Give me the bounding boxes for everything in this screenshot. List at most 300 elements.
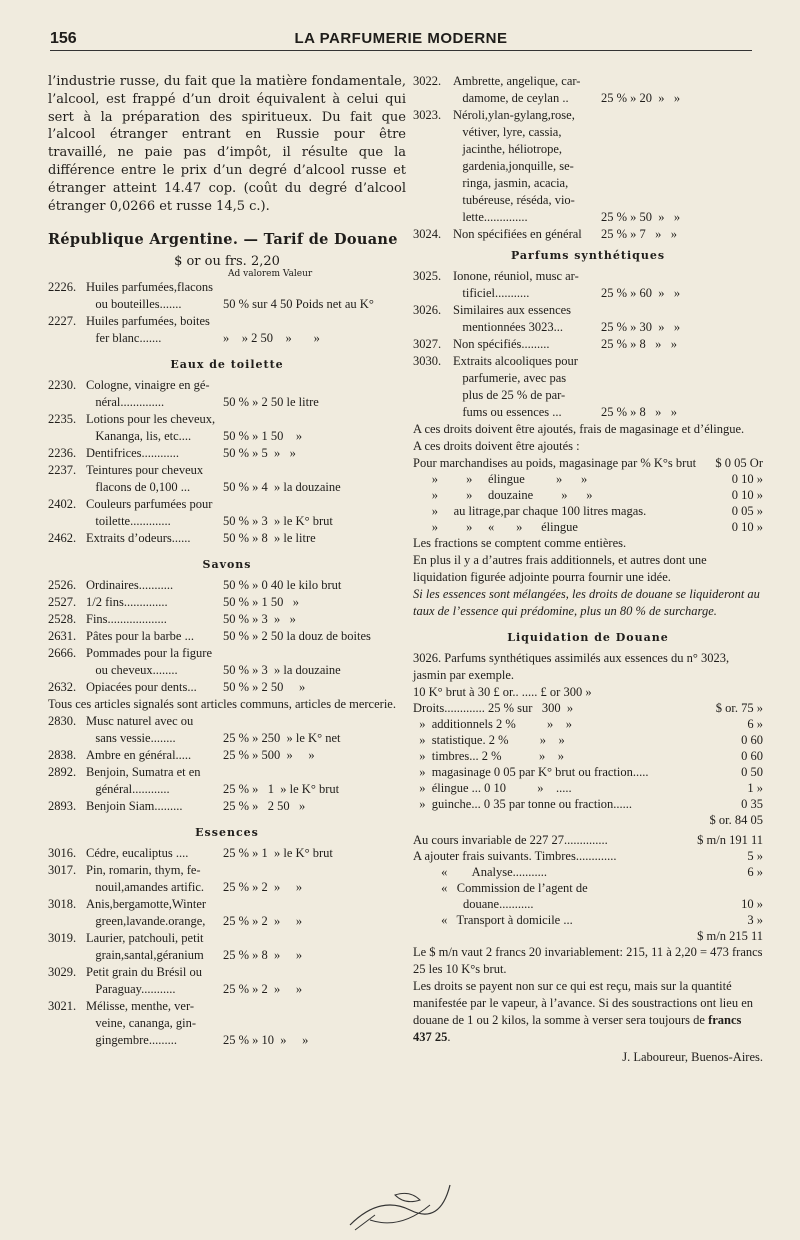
tariff-rows-savons [48,577,406,696]
tariff-item: Cologne, vinaigre en gé- [86,378,210,393]
tariff-item: fums ou essences ... [453,405,562,419]
tariff-row [48,411,406,428]
tariff-item: parfumerie, avec pas [453,371,567,385]
tariff-item: nouil,amandes artific. [86,880,205,895]
tariff-item: flacons de 0,100 ... [86,480,191,495]
tariff-item: mentionnées 3023... [453,320,564,334]
tariff-row [48,394,406,411]
tariff-row [48,313,406,330]
tariff-item: Petit grain du Brésil ou [86,965,202,980]
tariff-row [48,1015,406,1032]
tariff-row [48,747,406,764]
tariff-row [413,192,763,209]
line-amount: 5 » [747,849,763,863]
tariff-item: général............ [86,782,170,797]
tariff-code [48,913,86,930]
tariff-item: Pommades pour la figure [86,646,213,661]
line-amount: 6 » [747,717,763,731]
tariff-row [413,175,763,192]
tariff-row [413,158,763,175]
line-amount: 6 » [747,865,763,879]
tariff-code [48,879,86,896]
tariff-item: Ordinaires........... [86,578,174,593]
tariff-item: gingembre......... [86,1033,177,1048]
tariff-item: Anis,bergamotte,Winter [86,897,207,912]
tariff-value [223,862,406,879]
line-amount [683,880,763,896]
tariff-code [413,175,453,192]
tariff-row [48,628,406,645]
tariff-item: Huiles parfumées,flacons [86,280,214,295]
tariff-code [48,1032,86,1049]
tariff-code [48,479,86,496]
tariff-value: 25 % » 2 50 » [223,799,306,814]
tariff-code: 2236. [48,446,77,461]
line-amount: 0 10 » [731,472,763,486]
tariff-code: 2830. [48,714,77,729]
tariff-item: Extraits d’odeurs...... [86,531,191,546]
tariff-row [413,353,763,370]
tariff-value [601,73,763,90]
tariff-row [48,330,406,347]
amount-line [413,732,763,748]
left-column [48,73,406,1049]
tariff-row [48,530,406,547]
tariff-code: 2838. [48,748,77,763]
tariff-value [601,192,763,209]
tariff-value [223,930,406,947]
line-amount: 3 » [747,913,763,927]
tariff-value: 50 % » 2 50 » [223,680,306,695]
page-number: 156 [50,30,77,47]
section-title: République Argentine. — Tarif de Douane [48,231,398,249]
tariff-item: gardenia,jonquille, se- [453,159,574,173]
tariff-value: 50 % » 8 » le litre [223,531,316,546]
tariff-value [601,268,763,285]
tariff-code [48,330,86,347]
tariff-item: Paraguay........... [86,982,176,997]
tariff-item: Non spécifiés......... [453,337,550,351]
tariff-code: 2230. [48,378,77,393]
amount-line [413,880,763,896]
tariff-item: ou bouteilles....... [86,297,182,312]
tariff-row [48,998,406,1015]
line-label [413,928,683,944]
tariff-value [601,175,763,192]
tariff-item: 1/2 fins.............. [86,595,168,610]
heading-eaux: Eaux de toilette [170,358,284,372]
tariff-row [413,387,763,404]
line-amount: $ or. 75 » [715,701,763,715]
tariff-code [413,404,453,421]
note-fractions: Les fractions se comptent comme entières. [413,536,627,550]
tariff-item: Extraits alcooliques pour [453,354,578,368]
amount-line [413,912,763,928]
tariff-row [48,428,406,445]
tariff-row [413,268,763,285]
tariff-code [48,513,86,530]
tariff-value: 25 % » 8 » » [601,405,678,419]
line-label: » au litrage,par chaque 100 litres magas. [413,504,647,518]
tariff-row [413,209,763,226]
tariff-code: 2892. [48,765,77,780]
amount-line [413,832,763,848]
amount-line [413,928,763,944]
tariff-code [413,209,453,226]
tariff-code [413,124,453,141]
tariff-row [48,662,406,679]
heading-synthetiques: Parfums synthétiques [510,249,666,262]
tariff-value: 25 % » 20 » » [601,91,681,105]
tariff-code: 2527. [48,595,77,610]
tariff-value: 50 % » 1 50 » [223,595,300,610]
tariff-item: jacinthe, héliotrope, [453,142,562,156]
tariff-value: 50 % » 0 40 le kilo brut [223,578,342,593]
tariff-item: Dentifrices............ [86,446,180,461]
tariff-item: ou cheveux........ [86,663,178,678]
tariff-item: lette.............. [453,210,528,224]
amount-line [413,519,763,535]
currency-note: $ or ou frs. 2,20 [174,254,280,270]
tariff-row [413,336,763,353]
intro-paragraph: l’industrie russe, du fait que la matière fondamentale, l’alcool, est frappé d’un droit équivalent à celui qui sert à la préparation des spiritueux. Du fait que l’alcool étranger entrant en Russie pour être travaillé, ne paie pas d’impôt, il résulte que la différence entre le prix d’un degré d’alcool russe et étranger atteint 14.47 cop. (coût du degré d’alcool étranger 0,0266 et russe 14,5 c.). [48,74,406,214]
tariff-rows-oils [48,279,406,347]
tariff-row [48,798,406,815]
line-label: » » élingue » » [413,472,588,486]
tariff-code: 3022. [413,74,442,88]
tariff-row [48,594,406,611]
tariff-code: 3023. [413,108,442,122]
tariff-value [601,353,763,370]
tariff-row [48,1032,406,1049]
liquidation-intro: 3026. Parfums synthétiques assimilés aux essences du n° 3023, jasmin par exemple. [413,651,730,682]
tariff-row [48,462,406,479]
amount-line [413,748,763,764]
tariff-code [48,428,86,445]
running-title: LA PARFUMERIE MODERNE [294,30,508,47]
tariff-item: Benjoin Siam......... [86,799,183,814]
tariff-value [223,279,406,296]
tariff-item: tubéreuse, réséda, vio- [453,193,575,207]
tariff-value [223,896,406,913]
tariff-code [413,90,453,107]
tariff-row [48,279,406,296]
tariff-value [601,158,763,175]
heading-savons: Savons [202,558,252,572]
tariff-value [601,387,763,404]
tariff-row [413,370,763,387]
tariff-code: 2528. [48,612,77,627]
tariff-row [413,302,763,319]
tariff-row [48,513,406,530]
tariff-code: 2462. [48,531,77,546]
tariff-item: sans vessie........ [86,731,176,746]
tariff-row [48,377,406,394]
tariff-row [48,947,406,964]
line-label: douane........... [413,897,534,911]
note-ajoutes: A ces droits doivent être ajoutés : [413,439,580,453]
tariff-item: Laurier, patchouli, petit [86,931,204,946]
tariff-row [48,713,406,730]
tariff-row [413,404,763,421]
tariff-rows-synthetiques [413,268,763,421]
tariff-value: 25 % » 2 » » [223,880,303,895]
tariff-row [48,913,406,930]
tariff-value: » » 2 50 » » [223,331,320,346]
amount-line [413,684,763,700]
tariff-code [413,370,453,387]
line-label: » additionnels 2 % » » [413,717,573,731]
tariff-value: 50 % » 3 » le K° brut [223,514,333,529]
amount-line [413,700,763,716]
tariff-item: Kananga, lis, etc.... [86,429,192,444]
line-label: » guinche... 0 35 par tonne ou fraction...... [413,797,633,811]
tariff-item: toilette............. [86,514,171,529]
tariff-rows-essences [48,845,406,1049]
tariff-row [48,611,406,628]
tariff-item: Ionone, réuniol, musc ar- [453,269,579,283]
tariff-item: Mélisse, menthe, ver- [86,999,195,1014]
tariff-value [601,141,763,158]
line-amount: $ 0 05 Or [715,456,763,470]
line-label: Au cours invariable de 227 27.............. [413,833,608,847]
flourish-ornament [340,1175,460,1235]
tariff-value: 25 % » 1 » le K° brut [223,846,333,861]
tariff-row [413,107,763,124]
amount-line [413,780,763,796]
tariff-value: 50 % » 2 50 la douz de boites [223,629,371,644]
tariff-code: 2893. [48,799,77,814]
tariff-rows-essences-cont [413,73,763,243]
tariff-row [48,645,406,662]
tariff-value: 25 % » 2 » » [223,914,303,929]
tariff-code [48,394,86,411]
note-additionnels: En plus il y a d’autres frais additionnels, et autres dont une liquidation figurée adjointe pourra fournir une idée. [413,553,707,584]
tariff-code [413,387,453,404]
tariff-value: 50 % » 4 » la douzaine [223,480,341,495]
tariff-row [48,479,406,496]
tariff-code [413,141,453,158]
tariff-value: 25 % » 60 » » [601,286,681,300]
line-amount: 0 60 [741,733,763,747]
amount-line [413,812,763,828]
tariff-code: 2402. [48,497,77,512]
tariff-value: 25 % » 10 » » [223,1033,309,1048]
amount-line [413,896,763,912]
tariff-code: 2526. [48,578,77,593]
tariff-code: 3016. [48,846,77,861]
tariff-item: Pin, romarin, thym, fe- [86,863,201,878]
tariff-row [413,319,763,336]
tariff-row [48,930,406,947]
tariff-row [48,679,406,696]
right-column [413,73,763,1065]
tariff-row [48,296,406,313]
tariff-code: 3017. [48,863,77,878]
tariff-value: 25 % » 7 » » [601,227,678,241]
tariff-rows-musc [48,713,406,815]
line-label [413,812,683,828]
line-label: Droits............. 25 % sur 300 » [413,701,574,715]
line-amount: 0 05 » [731,504,763,518]
tariff-row [413,90,763,107]
tariff-code: 2632. [48,680,77,695]
amount-line [413,716,763,732]
line-label: « Commission de l’agent de [413,881,588,895]
tariff-code [48,781,86,798]
line-label: « Analyse........... [413,865,548,879]
conversion-lines [413,832,763,944]
amount-line [413,764,763,780]
amount-line [413,471,763,487]
tariff-item: Cédre, eucaliptus .... [86,846,189,861]
tariff-item: Ambrette, angelique, car- [453,74,581,88]
tariff-item: green,lavande.orange, [86,914,206,929]
tariff-row [413,73,763,90]
total-francs: francs 437 25 [413,1013,742,1044]
tariff-code [48,947,86,964]
tariff-code: 2237. [48,463,77,478]
tariff-row [413,226,763,243]
line-amount: $ or. 84 05 [709,813,763,827]
heading-essences: Essences [195,826,259,840]
tariff-value [223,462,406,479]
tariff-code: 2226. [48,280,77,295]
tariff-row [48,764,406,781]
tariff-row [413,124,763,141]
line-label: » magasinage 0 05 par K° brut ou fraction..... [413,765,649,779]
amount-line [413,848,763,864]
tariff-item: Opiacées pour dents... [86,680,197,695]
liquidation-lines [413,684,763,828]
tariff-value: 50 % » 3 » » [223,612,296,627]
line-amount: 0 60 [741,749,763,763]
tariff-item: Fins................... [86,612,167,627]
line-amount: $ m/n 191 11 [697,833,763,847]
tariff-item: Musc naturel avec ou [86,714,194,729]
tariff-value [223,998,406,1015]
tariff-code: 3026. [413,303,442,317]
tariff-value: 25 % » 500 » » [223,748,315,763]
tariff-item: néral.............. [86,395,165,410]
tariff-value: 25 % » 2 » » [223,982,303,997]
tariff-code: 2631. [48,629,77,644]
tariff-row [48,879,406,896]
tariff-item: Huiles parfumées, boites [86,314,210,329]
tariff-item: Lotions pour les cheveux, [86,412,216,427]
tariff-item: Similaires aux essences [453,303,572,317]
line-amount: $ m/n 215 11 [697,929,763,943]
line-label: » élingue ... 0 10 » ..... [413,781,572,795]
line-label: Pour marchandises au poids, magasinage par % K°s brut [413,456,697,470]
line-amount [683,684,763,700]
line-amount: 0 10 » [731,488,763,502]
line-label: « Transport à domicile ... [413,913,573,927]
frais-lines [413,455,763,535]
tariff-row [48,845,406,862]
tariff-row [48,896,406,913]
tariff-row [48,981,406,998]
tariff-value [223,645,406,662]
tariff-item: Teintures pour cheveux [86,463,204,478]
tariff-rows-eaux [48,377,406,547]
tariff-code: 2227. [48,314,77,329]
tariff-item: Couleurs parfumées pour [86,497,213,512]
line-label: A ajouter frais suivants. Timbres............. [413,849,617,863]
tariff-item: Non spécifiées en général [453,227,582,241]
tariff-row [413,285,763,302]
tariff-row [48,496,406,513]
line-label: » » « » élingue [413,520,578,534]
line-label: 10 K° brut à 30 £ or.. ..... £ or 300 » [413,685,592,699]
tariff-row [48,445,406,462]
note-change: Le $ m/n vaut 2 francs 20 invariablement: 215, 11 à 2,20 = 473 francs 25 les 10 K°s brut. [413,945,763,976]
tariff-value: 50 % sur 4 50 Poids net au K° [223,297,374,312]
tariff-value: 50 % » 1 50 » [223,429,303,444]
note-droits: Les droits se payent non sur ce qui est reçu, mais sur la quantité manifestée par le vapeur, à l’avance. Si des soustractions ont lieu en douane de 1 ou 2 kilos, la somme à verser sera toujours de francs 437 25. [413,979,754,1044]
tariff-row [413,141,763,158]
line-label: » timbres... 2 % » » [413,749,565,763]
tariff-code: 2666. [48,646,77,661]
tariff-value [601,302,763,319]
note-melange: Si les essences sont mélangées, les droits de douane se liquideront au taux de l’essence qui prédomine, plus un 80 % de surcharge. [413,587,760,618]
tariff-code [413,285,453,302]
amount-line [413,455,763,471]
tariff-code [48,730,86,747]
tariff-item: Benjoin, Sumatra et en [86,765,201,780]
amount-line [413,796,763,812]
tariff-code [48,296,86,313]
tariff-value: 25 % » 8 » » [223,948,303,963]
tariff-code: 3018. [48,897,77,912]
tariff-item: damome, de ceylan .. [453,91,569,105]
tariff-value [223,313,406,330]
tariff-item: ringa, jasmin, acacia, [453,176,569,190]
tariff-value [223,377,406,394]
tariff-code [48,981,86,998]
amount-line [413,503,763,519]
tariff-code: 2235. [48,412,77,427]
tariff-row [48,781,406,798]
tariff-code: 3024. [413,227,442,241]
line-amount: 0 50 [741,765,763,779]
line-label: » statistique. 2 % » » [413,733,565,747]
tariff-value: 50 % » 5 » » [223,446,296,461]
tariff-code: 3030. [413,354,442,368]
tariff-code: 3021. [48,999,77,1014]
tariff-value [601,107,763,124]
tariff-row [48,730,406,747]
tariff-item: Néroli,ylan-gylang,rose, [453,108,575,122]
note-frais: A ces droits doivent être ajoutés, frais de magasinage et d’élingue. [413,422,745,436]
tariff-code: 3019. [48,931,77,946]
tariff-item: veine, cananga, gin- [86,1016,197,1031]
tariff-value [223,496,406,513]
tariff-item: plus de 25 % de par- [453,388,566,402]
tariff-item: fer blanc....... [86,331,162,346]
tariff-value [223,764,406,781]
line-amount: 1 » [747,781,763,795]
tariff-value [601,124,763,141]
amount-line [413,864,763,880]
tariff-value: 50 % » 2 50 le litre [223,395,319,410]
tariff-item: tificiel........... [453,286,530,300]
tariff-value [601,370,763,387]
tariff-code: 3029. [48,965,77,980]
line-amount: 10 » [741,897,763,911]
tariff-value: 25 % » 250 » le K° net [223,731,341,746]
tariff-item: vétiver, lyre, cassia, [453,125,562,139]
